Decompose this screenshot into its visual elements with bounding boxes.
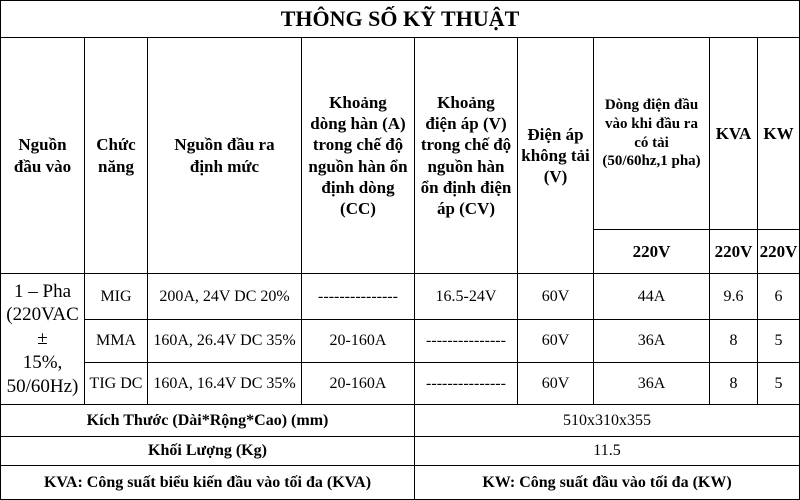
- subheader-input-current-220v: 220V: [593, 229, 710, 274]
- row-tig-function: TIG DC: [84, 362, 148, 405]
- header-function: Chức năng: [84, 37, 148, 274]
- subheader-kva-220v: 220V: [709, 229, 758, 274]
- weight-value: 11.5: [414, 436, 800, 466]
- row-mig-current-range: ---------------: [301, 273, 415, 320]
- dimensions-label: Kích Thước (Dài*Rộng*Cao) (mm): [0, 404, 415, 437]
- header-input-current: Dòng điện đầu vào khi đầu ra có tải (50/60hz,1 pha): [593, 37, 710, 230]
- row-mma-kw: 5: [757, 319, 800, 363]
- row-tig-no-load: 60V: [517, 362, 594, 405]
- dimensions-value: 510x310x355: [414, 404, 800, 437]
- header-voltage-range: Khoảng điện áp (V) trong chế độ nguồn hàn ổn định điện áp (CV): [414, 37, 518, 274]
- header-current-range: Khoảng dòng hàn (A) trong chế độ nguồn hàn ổn định dòng (CC): [301, 37, 415, 274]
- header-kva: KVA: [709, 37, 758, 230]
- row-tig-kw: 5: [757, 362, 800, 405]
- input-source-cell: 1 – Pha (220VAC ± 15%, 50/60Hz): [0, 273, 85, 405]
- row-mma-no-load: 60V: [517, 319, 594, 363]
- note-kva: KVA: Công suất biểu kiến đầu vào tối đa (KVA): [0, 465, 415, 500]
- row-mma-function: MMA: [84, 319, 148, 363]
- row-tig-kva: 8: [709, 362, 758, 405]
- row-mig-kva: 9.6: [709, 273, 758, 320]
- row-tig-voltage-range: ---------------: [414, 362, 518, 405]
- row-mig-function: MIG: [84, 273, 148, 320]
- row-mma-current-range: 20-160A: [301, 319, 415, 363]
- row-mma-kva: 8: [709, 319, 758, 363]
- row-mig-input-current: 44A: [593, 273, 710, 320]
- header-input-source: Nguồn đầu vào: [0, 37, 85, 274]
- note-kw: KW: Công suất đầu vào tối đa (KW): [414, 465, 800, 500]
- row-tig-current-range: 20-160A: [301, 362, 415, 405]
- row-mig-rated-output: 200A, 24V DC 20%: [147, 273, 302, 320]
- header-kw: KW: [757, 37, 800, 230]
- row-tig-input-current: 36A: [593, 362, 710, 405]
- weight-label: Khối Lượng (Kg): [0, 436, 415, 466]
- row-mig-kw: 6: [757, 273, 800, 320]
- header-no-load-voltage: Điện áp không tải (V): [517, 37, 594, 274]
- row-mma-rated-output: 160A, 26.4V DC 35%: [147, 319, 302, 363]
- subheader-kw-220v: 220V: [757, 229, 800, 274]
- row-mma-voltage-range: ---------------: [414, 319, 518, 363]
- row-mma-input-current: 36A: [593, 319, 710, 363]
- row-tig-rated-output: 160A, 16.4V DC 35%: [147, 362, 302, 405]
- spec-title: THÔNG SỐ KỸ THUẬT: [0, 0, 800, 38]
- row-mig-voltage-range: 16.5-24V: [414, 273, 518, 320]
- row-mig-no-load: 60V: [517, 273, 594, 320]
- header-rated-output: Nguồn đầu ra định mức: [147, 37, 302, 274]
